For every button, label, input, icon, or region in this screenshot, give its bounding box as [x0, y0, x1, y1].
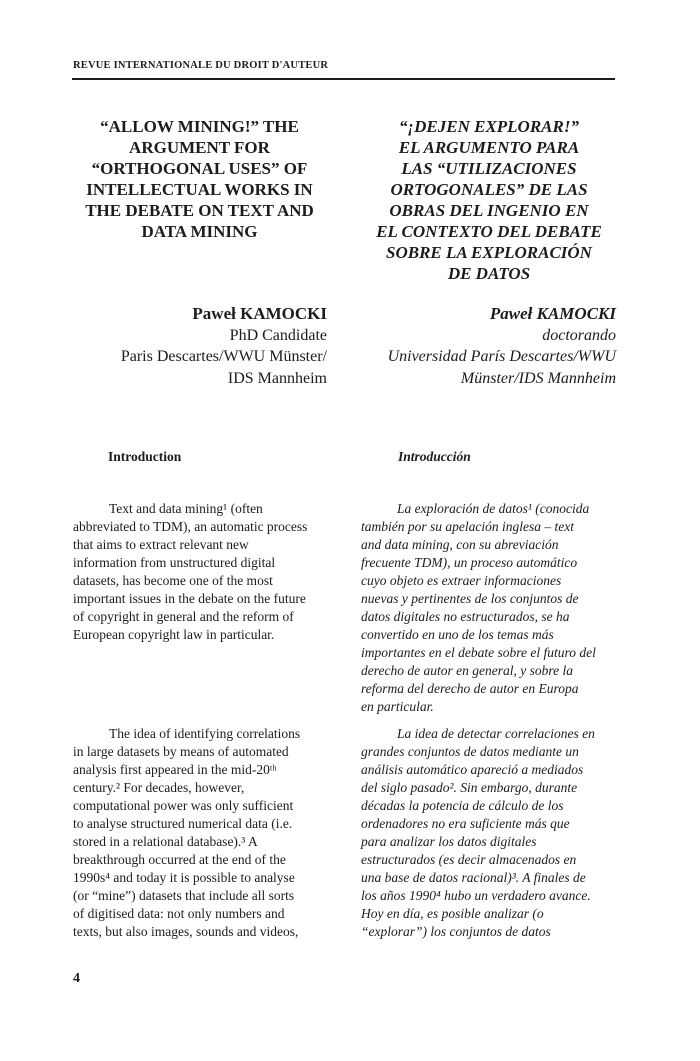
spanish-paragraph-1 — [361, 500, 615, 716]
title-line: ORTOGONALES” DE LAS — [390, 180, 588, 199]
english-section-heading: Introduction — [108, 449, 182, 464]
spanish-section-heading: Introducción — [398, 449, 471, 464]
english-author-block — [90, 303, 327, 389]
text-line: derecho de autor en general, y sobre la — [361, 663, 573, 678]
author-affiliation-line: IDS Mannheim — [227, 369, 327, 387]
english-paragraph-1 — [73, 500, 326, 644]
text-line: that aims to extract relevant new — [73, 537, 249, 552]
spanish-author-block — [360, 303, 616, 389]
text-line: datos digitales no estructurados, se ha — [361, 609, 570, 624]
title-line: EL CONTEXTO DEL DEBATE — [376, 222, 602, 241]
title-line: LAS “UTILIZACIONES — [401, 159, 577, 178]
running-header: REVUE INTERNATIONALE DU DROIT D'AUTEUR — [73, 60, 329, 71]
text-line: cuyo objeto es extraer informaciones — [361, 573, 562, 588]
text-line: frecuente TDM), un proceso automático — [361, 555, 578, 570]
text-line: en particular. — [361, 699, 434, 714]
author-affiliation-line: doctorando — [542, 326, 616, 344]
text-line: Text and data mining¹ (often — [109, 501, 263, 516]
text-line: to analyse structured numerical data (i.e. — [73, 816, 293, 831]
title-line: “¡DEJEN EXPLORAR!” — [399, 117, 579, 136]
text-line: 1990s⁴ and today it is possible to analyse — [73, 870, 295, 885]
text-line: computational power was only sufficient — [73, 798, 294, 813]
title-line: EL ARGUMENTO PARA — [398, 138, 580, 157]
text-line: La exploración de datos¹ (conocida — [397, 501, 590, 516]
title-line: INTELLECTUAL WORKS IN — [86, 180, 313, 199]
author-name: Paweł KAMOCKI — [192, 304, 327, 323]
author-name: Paweł KAMOCKI — [489, 304, 616, 323]
title-line: DATA MINING — [141, 222, 258, 241]
title-line: SOBRE LA EXPLORACIÓN — [386, 243, 592, 262]
text-line: una base de datos racional)³. A finales de — [361, 870, 586, 885]
text-line: La idea de detectar correlaciones en — [397, 726, 595, 741]
text-line: datasets, has become one of the most — [73, 573, 273, 588]
text-line: breakthrough occurred at the end of the — [73, 852, 286, 867]
author-affiliation-line: Universidad París Descartes/WWU — [387, 348, 616, 365]
author-affiliation-line: Münster/IDS Mannheim — [460, 369, 616, 387]
text-line: para analizar los datos digitales — [361, 834, 537, 849]
text-line: European copyright law in particular. — [73, 627, 275, 642]
text-line: important issues in the debate on the future — [73, 591, 306, 606]
text-line: también por su apelación inglesa – text — [361, 519, 574, 534]
text-line: estructurados (es decir almacenados en — [361, 852, 577, 867]
text-line: The idea of identifying correlations — [109, 726, 301, 741]
text-line: los años 1990⁴ hubo un verdadero avance. — [361, 888, 591, 903]
text-line: grandes conjuntos de datos mediante un — [361, 744, 579, 759]
text-line: stored in a relational database).³ A — [73, 834, 258, 849]
header-rule — [72, 78, 615, 80]
text-line: (or “mine”) datasets that include all sorts — [73, 888, 295, 903]
author-affiliation-line: Paris Descartes/WWU Münster/ — [120, 348, 327, 365]
text-line: century.² For decades, however, — [73, 780, 245, 795]
text-line: ordenadores no era suficiente más que — [361, 816, 570, 831]
text-line: abbreviated to TDM), an automatic process — [73, 519, 308, 534]
text-line: analysis first appeared in the mid-20ᵗʰ — [73, 762, 277, 777]
text-line: nuevas y pertinentes de los conjuntos de — [361, 591, 579, 606]
title-line: OBRAS DEL INGENIO EN — [389, 201, 589, 220]
text-line: análisis automático apareció a mediados — [361, 762, 584, 777]
text-line: del siglo pasado². Sin embargo, durante — [361, 780, 578, 795]
text-line: décadas la potencia de cálculo de los — [361, 798, 564, 813]
text-line: information from unstructured digital — [73, 555, 276, 570]
title-line: DE DATOS — [447, 264, 531, 283]
text-line: convertido en uno de los temas más — [361, 627, 554, 642]
text-line: and data mining, con su abreviación — [361, 537, 559, 552]
title-line: “ORTHOGONAL USES” OF — [91, 159, 308, 178]
title-line: ARGUMENT FOR — [129, 138, 270, 157]
spanish-title — [358, 116, 620, 284]
english-title — [72, 116, 327, 242]
page-number: 4 — [73, 971, 80, 986]
english-paragraph-2 — [73, 725, 326, 941]
author-affiliation-line: PhD Candidate — [229, 326, 327, 344]
text-line: of copyright in general and the reform of — [73, 609, 294, 624]
spanish-paragraph-2 — [361, 725, 615, 941]
title-line: “ALLOW MINING!” THE — [100, 117, 299, 136]
title-line: THE DEBATE ON TEXT AND — [85, 201, 314, 220]
text-line: reforma del derecho de autor en Europa — [361, 681, 579, 696]
text-line: importantes en el debate sobre el futuro del — [361, 645, 596, 660]
text-line: in large datasets by means of automated — [73, 744, 289, 759]
text-line: texts, but also images, sounds and videos, — [73, 924, 299, 939]
text-line: of digitised data: not only numbers and — [73, 906, 285, 921]
text-line: “explorar”) los conjuntos de datos — [361, 924, 551, 939]
text-line: Hoy en día, es posible analizar (o — [361, 906, 544, 921]
